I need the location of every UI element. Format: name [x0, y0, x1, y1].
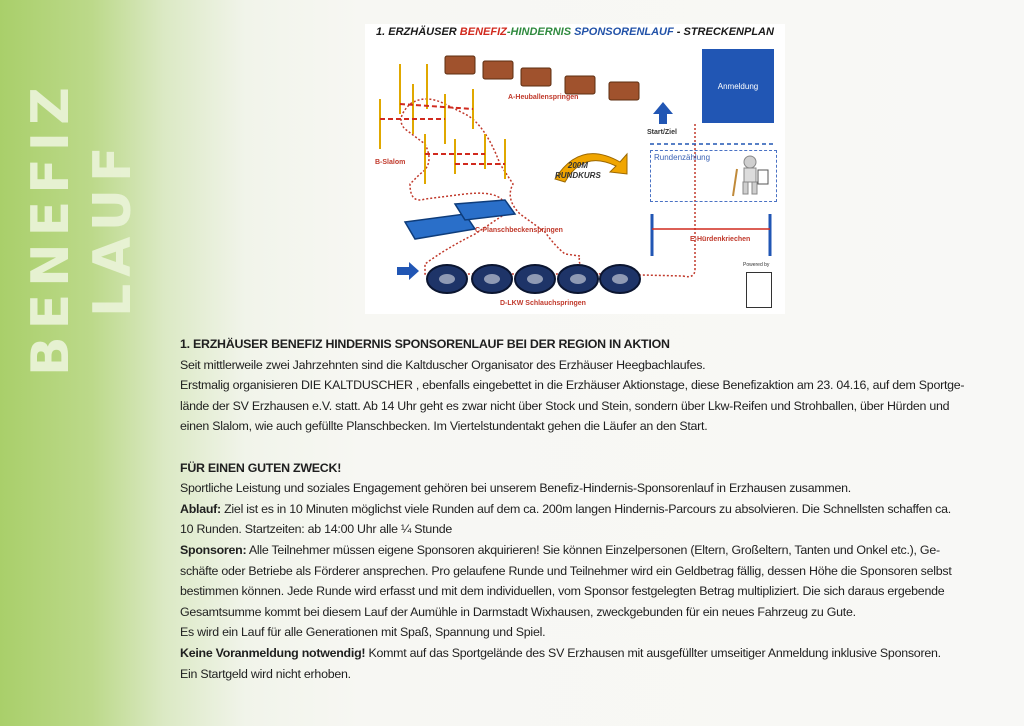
label-pools: C-Planschbeckenspringen: [475, 227, 563, 234]
map-title: 1. ERZHÄUSER BENEFIZ-HINDERNIS SPONSORENLAUF - STRECKENPLAN: [376, 26, 774, 38]
sponsor-logo: [746, 272, 772, 308]
label-hurdles: E-Hürdenkriechen: [690, 236, 751, 243]
p1-line4: einen Slalom, wie auch gefüllte Planschbecken. Im Viertelstundentakt gehen die Läufer an den Start.: [180, 419, 708, 434]
loop-label: 200M RUNDKURS: [555, 161, 601, 180]
noreg-line2: Ein Startgeld wird nicht erhoben.: [180, 666, 351, 681]
p1-line1: Seit mittlerweile zwei Jahrzehnten sind die Kaltduscher Organisator des Erzhäuser Heegbachlaufes.: [180, 357, 706, 372]
p1-line3: lände der SV Erzhausen e.V. statt. Ab 14 Uhr geht es zwar nicht über Stock und Stein, sondern über Lkw-Reifen und Strohballen, über Hürden und: [180, 398, 950, 413]
slalom-poles: [380, 64, 505, 184]
lap-count-label: Rundenzählung: [654, 153, 711, 162]
label-tires: D-LKW Schlauchspringen: [500, 300, 586, 307]
p2-line1: Sportliche Leistung und soziales Engagement gehören bei unserem Benefiz-Hindernis-Sponsorenlauf in Erzhausen zusammen.: [180, 481, 851, 496]
sponsoren-line2: schäfte oder Betriebe als Förderer ansprechen. Pro gelaufene Runde und Teilnehmer wird ein Geldbetrag fällig, dessen Höhe die Sponsoren selbst: [180, 563, 952, 578]
hurdles: [652, 214, 770, 256]
noreg-line1: Keine Voranmeldung notwendig! Kommt auf das Sportgelände des SV Erzhausen mit ausgefüllter umseitiger Anmeldung inklusive Sponsoren.: [180, 645, 941, 660]
heading-2: FÜR EINEN GUTEN ZWECK!: [180, 460, 342, 475]
start-finish-label: Start/Ziel: [647, 129, 677, 136]
start-arrow-icon: [653, 102, 673, 124]
label-hay-bales: A-Heuballenspringen: [508, 94, 579, 101]
sponsoren-line1: Sponsoren: Alle Teilnehmer müssen eigene Sponsoren akquirieren! Sie können Einzelpersonen (Eltern, Großeltern, Tanten und Onkel etc.), Ge-: [180, 542, 940, 557]
ablauf-line2: 10 Runden. Startzeiten: ab 14:00 Uhr alle ¼ Stunde: [180, 522, 452, 537]
registration-box: Anmeldung: [702, 49, 774, 123]
sponsoren-line4: Gesamtsumme kommt bei diesem Lauf der Aumühle in Darmstadt Wixhausen, zweckgebunden für ein neues Fahrzeug zu Gute.: [180, 604, 856, 619]
article-body: [180, 334, 970, 684]
label-slalom: B-Slalom: [375, 159, 406, 166]
heading-1: 1. ERZHÄUSER BENEFIZ HINDERNIS SPONSORENLAUF BEI DER REGION IN AKTION: [180, 337, 670, 351]
ablauf-line1: Ablauf: Ziel ist es in 10 Minuten möglichst viele Runden auf dem ca. 200m langen Hindernis-Parcours zu absolvieren. Die Schnellsten schaffen ca.: [180, 501, 951, 516]
powered-by-label: Powered by: [743, 262, 770, 268]
direction-arrow-icon: [397, 262, 419, 280]
lap-count-area: [650, 150, 777, 202]
course-map: [365, 24, 785, 314]
sponsoren-line3: bestimmen können. Jede Runde wird erfasst und mit dem individuellen, vom Sponsor festgelegten Betrag multipliziert. Die sich daraus ergebende: [180, 584, 945, 599]
generations-line: Es wird ein Lauf für alle Generationen mit Spaß, Spannung und Spiel.: [180, 625, 546, 640]
p1-line2: Erstmalig organisieren DIE KALTDUSCHER , ebenfalls eingebettet in die Erzhäuser Aktionstage, diese Benefizaktion am 23. 04.16, auf dem Sportge-: [180, 378, 965, 393]
side-title: BENEFIZ LAUF: [21, 80, 143, 376]
